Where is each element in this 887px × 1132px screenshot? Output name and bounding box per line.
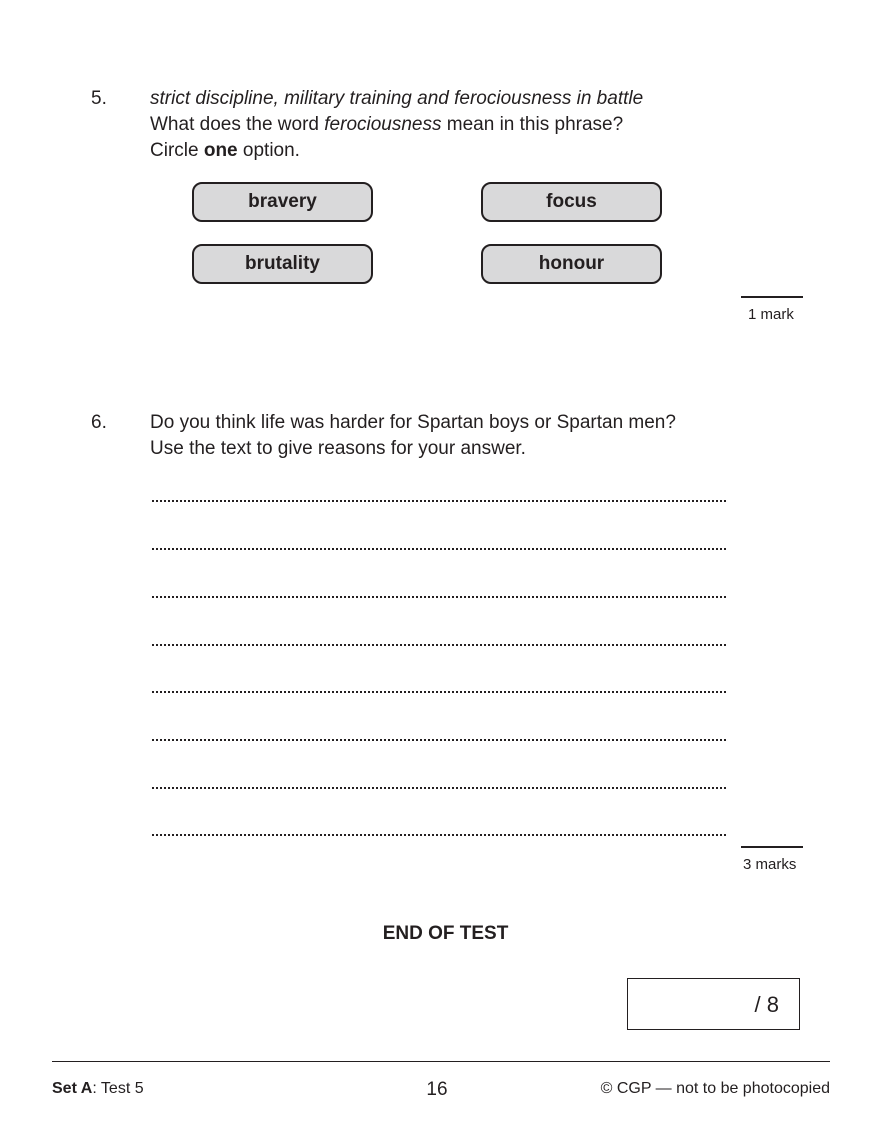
option-honour[interactable]: honour: [481, 244, 662, 284]
instruction-bold: one: [203, 140, 238, 161]
footer-set-bold: Set A: [52, 1080, 93, 1097]
prompt-word: ferociousness: [324, 114, 442, 135]
answer-line[interactable]: [152, 644, 726, 646]
instruction-text: Circle: [150, 140, 204, 161]
question-5-number: 5.: [91, 88, 107, 109]
score-box[interactable]: [627, 978, 800, 1030]
mark-box-line-q6: [741, 846, 803, 848]
question-6-line-2: Use the text to give reasons for your answer.: [150, 438, 526, 459]
instruction-text-end: option.: [237, 140, 300, 161]
option-brutality[interactable]: brutality: [192, 244, 373, 284]
footer-rule: [52, 1061, 830, 1062]
answer-line[interactable]: [152, 548, 726, 550]
end-of-test-heading: END OF TEST: [382, 923, 509, 944]
question-5-quote: strict discipline, military training and ferociousness in battle: [150, 88, 644, 109]
question-6-line-1: Do you think life was harder for Spartan boys or Spartan men?: [150, 412, 676, 433]
answer-line[interactable]: [152, 500, 726, 502]
marks-label-q5: 1 mark: [748, 306, 794, 323]
answer-line[interactable]: [152, 739, 726, 741]
footer-set-rest: : Test 5: [92, 1080, 144, 1097]
option-focus[interactable]: focus: [481, 182, 662, 222]
answer-line[interactable]: [152, 834, 726, 836]
prompt-text: What does the word: [150, 114, 325, 135]
page-number: 16: [426, 1079, 448, 1100]
copyright-notice: © CGP — not to be photocopied: [600, 1080, 830, 1097]
marks-label-q6: 3 marks: [743, 856, 797, 873]
answer-line[interactable]: [152, 691, 726, 693]
question-5-prompt: [150, 114, 623, 136]
option-bravery[interactable]: bravery: [192, 182, 373, 222]
answer-line[interactable]: [152, 596, 726, 598]
prompt-text-end: mean in this phrase?: [441, 114, 624, 135]
score-total: / 8: [754, 992, 779, 1017]
question-5-instruction: [150, 140, 300, 162]
mark-box-line-q5: [741, 296, 803, 298]
question-6-number: 6.: [91, 412, 107, 433]
answer-line[interactable]: [152, 787, 726, 789]
